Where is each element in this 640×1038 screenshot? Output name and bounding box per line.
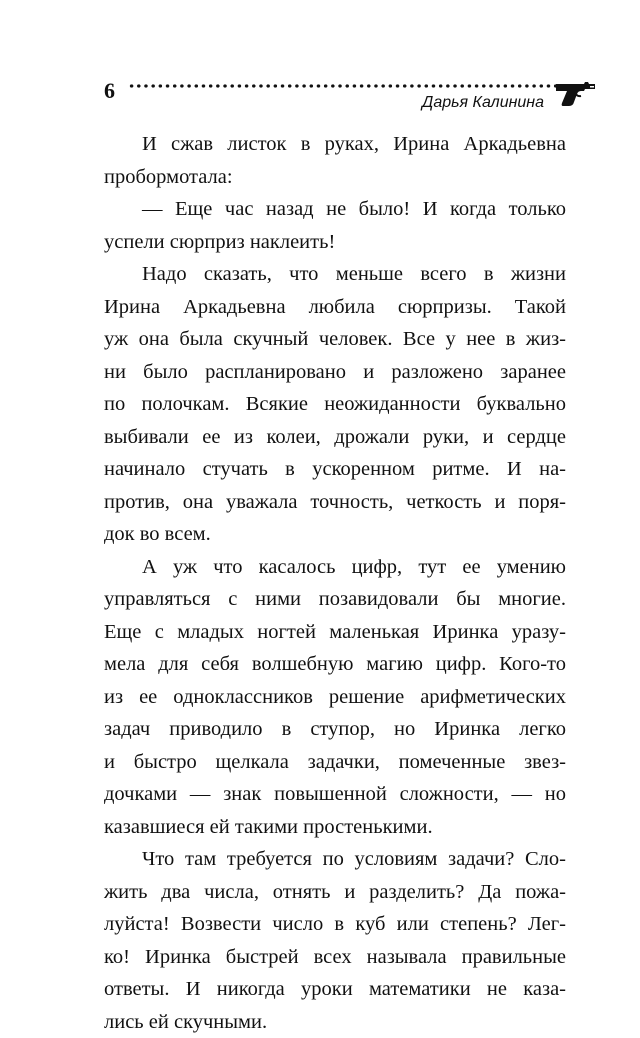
dot-leader-divider	[128, 83, 556, 89]
text-line: ко! Иринка быстрей всех называла правильные	[104, 941, 566, 974]
text-line: Надо сказать, что меньше всего в жизни	[104, 258, 566, 291]
text-line: управляться с ними позавидовали бы многие.	[104, 583, 566, 616]
text-line: жить два числа, отнять и разделить? Да пожа-	[104, 876, 566, 909]
text-line: ни было распланировано и разложено заранее	[104, 356, 566, 389]
text-line: Что там требуется по условиям задачи? Сло-	[104, 843, 566, 876]
text-line: и быстро щелкала задачки, помеченные звез-	[104, 746, 566, 779]
revolver-icon	[554, 80, 598, 108]
running-head-author: Дарья Калинина	[422, 93, 544, 113]
text-line: успели сюрприз наклеить!	[104, 226, 566, 259]
text-line: Ирина Аркадьевна любила сюрпризы. Такой	[104, 291, 566, 324]
text-line: из ее одноклассников решение арифметических	[104, 681, 566, 714]
text-line: ответы. И никогда уроки математики не каза-	[104, 973, 566, 1006]
text-line: Еще с младых ногтей маленькая Иринка уразу-	[104, 616, 566, 649]
text-line: пробормотала:	[104, 161, 566, 194]
text-line: док во всем.	[104, 518, 566, 551]
text-line: по полочкам. Всякие неожиданности буквально	[104, 388, 566, 421]
body-text	[104, 128, 566, 1038]
text-line: И сжав листок в руках, Ирина Аркадьевна	[104, 128, 566, 161]
text-line: задач приводило в ступор, но Иринка легко	[104, 713, 566, 746]
text-line: уж она была скучный человек. Все у нее в жиз-	[104, 323, 566, 356]
page-header	[104, 78, 598, 118]
text-line: луйста! Возвести число в куб или степень? Лег-	[104, 908, 566, 941]
page-number: 6	[104, 78, 115, 104]
text-line: выбивали ее из колеи, дрожали руки, и сердце	[104, 421, 566, 454]
text-line: дочками — знак повышенной сложности, — но	[104, 778, 566, 811]
text-line: начинало стучать в ускоренном ритме. И на-	[104, 453, 566, 486]
text-line: — Еще час назад не было! И когда только	[104, 193, 566, 226]
text-line: мела для себя волшебную магию цифр. Кого-то	[104, 648, 566, 681]
text-line: А уж что касалось цифр, тут ее умению	[104, 551, 566, 584]
text-line: лись ей скучными.	[104, 1006, 566, 1038]
text-line: против, она уважала точность, четкость и поря-	[104, 486, 566, 519]
text-line: казавшиеся ей такими простенькими.	[104, 811, 566, 844]
